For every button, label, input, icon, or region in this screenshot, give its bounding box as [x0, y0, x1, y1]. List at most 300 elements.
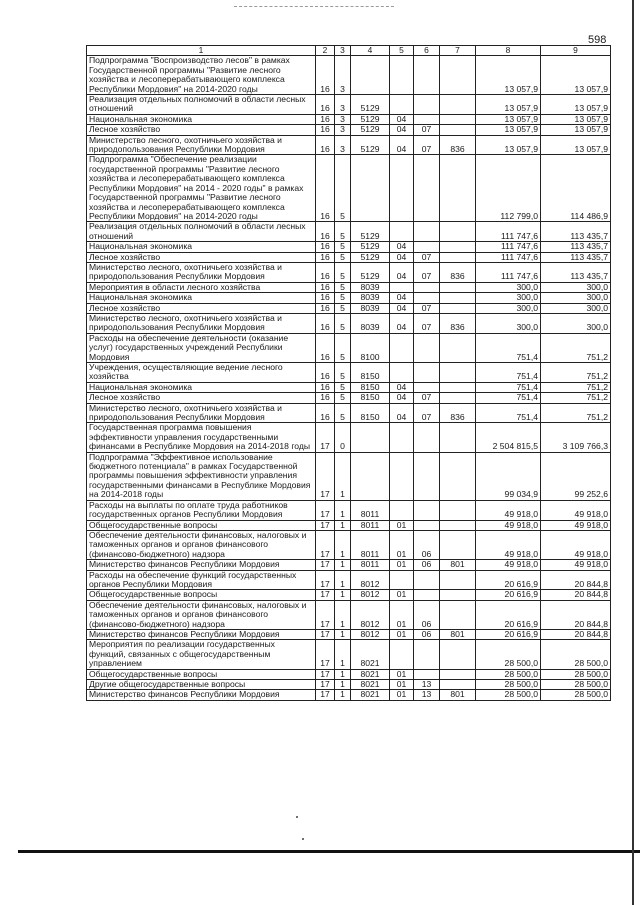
cell-code-article: 8012	[351, 629, 390, 639]
cell-code-vr	[440, 570, 476, 590]
cell-row-name: Министерство финансов Республики Мордовия	[87, 690, 316, 700]
cell-code-pp: 3	[335, 125, 351, 135]
cell-code-pp: 3	[335, 95, 351, 115]
cell-code-section: 04	[390, 313, 414, 333]
column-header-6: 6	[414, 46, 440, 56]
cell-code-gp: 16	[316, 56, 335, 95]
cell-code-subsection	[414, 282, 440, 292]
cell-row-name: Расходы на обеспечение функций государственных органов Республики Мордовия	[87, 570, 316, 590]
cell-code-gp: 16	[316, 382, 335, 392]
cell-code-pp: 5	[335, 155, 351, 222]
cell-code-article: 5129	[351, 242, 390, 252]
cell-code-subsection	[414, 293, 440, 303]
cell-row-name: Лесное хозяйство	[87, 303, 316, 313]
cell-code-section	[390, 155, 414, 222]
cell-code-gp: 16	[316, 403, 335, 423]
cell-code-vr	[440, 382, 476, 392]
cell-code-gp: 16	[316, 222, 335, 242]
cell-code-vr	[440, 303, 476, 313]
cell-code-section: 01	[390, 680, 414, 690]
cell-code-subsection	[414, 500, 440, 520]
cell-row-name: Обеспечение деятельности финансовых, налоговых и таможенных органов и органов финансового (финансово-бюджетного) надзора	[87, 600, 316, 629]
cell-code-article: 8021	[351, 640, 390, 669]
budget-table	[86, 45, 611, 701]
cell-code-pp: 5	[335, 393, 351, 403]
cell-code-pp: 3	[335, 114, 351, 124]
cell-row-name: Министерство финансов Республики Мордовия	[87, 629, 316, 639]
cell-row-name: Расходы на обеспечение деятельности (оказание услуг) государственных учреждений Республики Мордовия	[87, 333, 316, 362]
cell-code-article: 8150	[351, 382, 390, 392]
cell-code-vr	[440, 640, 476, 669]
column-header-4: 4	[351, 46, 390, 56]
cell-code-pp: 5	[335, 282, 351, 292]
cell-amount-year-2: 114 486,9	[541, 155, 611, 222]
cell-code-article: 8011	[351, 520, 390, 530]
cell-code-gp: 17	[316, 530, 335, 559]
cell-code-article: 8150	[351, 403, 390, 423]
cell-amount-year-1: 13 057,9	[476, 135, 541, 155]
cell-amount-year-1: 28 500,0	[476, 690, 541, 700]
cell-code-vr	[440, 393, 476, 403]
cell-amount-year-1: 300,0	[476, 282, 541, 292]
cell-code-subsection	[414, 570, 440, 590]
cell-code-article: 8039	[351, 282, 390, 292]
table-row	[87, 155, 611, 222]
cell-code-vr: 801	[440, 560, 476, 570]
cell-code-gp: 17	[316, 560, 335, 570]
cell-code-section	[390, 56, 414, 95]
cell-code-gp: 16	[316, 293, 335, 303]
cell-amount-year-2: 13 057,9	[541, 125, 611, 135]
cell-code-section	[390, 363, 414, 383]
table-body	[87, 56, 611, 700]
cell-code-subsection: 13	[414, 690, 440, 700]
cell-code-gp: 17	[316, 680, 335, 690]
cell-code-gp: 16	[316, 155, 335, 222]
cell-code-pp: 3	[335, 56, 351, 95]
cell-amount-year-2: 49 918,0	[541, 530, 611, 559]
cell-code-section: 01	[390, 600, 414, 629]
table-row	[87, 242, 611, 252]
cell-code-gp: 17	[316, 500, 335, 520]
cell-code-pp: 5	[335, 293, 351, 303]
cell-code-subsection	[414, 95, 440, 115]
cell-code-vr	[440, 590, 476, 600]
table-row	[87, 293, 611, 303]
cell-amount-year-1: 28 500,0	[476, 669, 541, 679]
table-row	[87, 423, 611, 452]
cell-code-section: 04	[390, 252, 414, 262]
table-row	[87, 262, 611, 282]
cell-code-vr	[440, 293, 476, 303]
cell-code-article: 8012	[351, 590, 390, 600]
cell-code-article: 8150	[351, 363, 390, 383]
cell-code-vr	[440, 125, 476, 135]
cell-code-section: 04	[390, 403, 414, 423]
cell-row-name: Реализация отдельных полномочий в области лесных отношений	[87, 222, 316, 242]
cell-amount-year-2: 99 252,6	[541, 452, 611, 500]
cell-amount-year-1: 111 747,6	[476, 242, 541, 252]
cell-row-name: Подпрограмма "Обеспечение реализации государственной программы "Развитие лесного хозяйства и лесоперерабатывающего комплекса Республики Мордовия" на 2014 - 2020 годы" в рамках Государственной программы "Развитие лесного хозяйства и лесоперерабатывающего комплекса Республики Мордовия" на 2014-2020 годы	[87, 155, 316, 222]
cell-code-article: 8021	[351, 669, 390, 679]
cell-amount-year-2: 28 500,0	[541, 680, 611, 690]
cell-amount-year-2: 113 435,7	[541, 242, 611, 252]
table-row	[87, 530, 611, 559]
cell-row-name: Другие общегосударственные вопросы	[87, 680, 316, 690]
cell-code-section	[390, 333, 414, 362]
cell-code-subsection	[414, 590, 440, 600]
cell-code-section	[390, 500, 414, 520]
cell-code-subsection	[414, 242, 440, 252]
cell-amount-year-1: 751,4	[476, 382, 541, 392]
cell-code-subsection: 06	[414, 560, 440, 570]
table-row	[87, 56, 611, 95]
cell-row-name: Общегосударственные вопросы	[87, 590, 316, 600]
cell-code-pp: 1	[335, 600, 351, 629]
cell-code-pp: 1	[335, 530, 351, 559]
cell-code-section: 01	[390, 560, 414, 570]
cell-code-subsection	[414, 520, 440, 530]
cell-code-gp: 16	[316, 282, 335, 292]
table-row	[87, 382, 611, 392]
cell-amount-year-1: 13 057,9	[476, 114, 541, 124]
cell-row-name: Расходы на выплаты по оплате труда работников государственных органов Республики Мордовия	[87, 500, 316, 520]
cell-code-pp: 1	[335, 629, 351, 639]
cell-code-gp: 16	[316, 262, 335, 282]
cell-code-section	[390, 222, 414, 242]
cell-amount-year-1: 2 504 815,5	[476, 423, 541, 452]
cell-code-vr	[440, 242, 476, 252]
cell-amount-year-1: 13 057,9	[476, 56, 541, 95]
cell-code-gp: 17	[316, 629, 335, 639]
cell-amount-year-1: 300,0	[476, 313, 541, 333]
cell-code-gp: 16	[316, 252, 335, 262]
cell-code-gp: 16	[316, 363, 335, 383]
cell-amount-year-2: 300,0	[541, 313, 611, 333]
table-row	[87, 500, 611, 520]
cell-row-name: Общегосударственные вопросы	[87, 669, 316, 679]
cell-code-article: 5129	[351, 125, 390, 135]
cell-amount-year-1: 111 747,6	[476, 252, 541, 262]
cell-row-name: Реализация отдельных полномочий в области лесных отношений	[87, 95, 316, 115]
cell-code-subsection: 06	[414, 600, 440, 629]
cell-row-name: Мероприятия в области лесного хозяйства	[87, 282, 316, 292]
cell-code-pp: 1	[335, 669, 351, 679]
table-row	[87, 600, 611, 629]
cell-row-name: Министерство лесного, охотничьего хозяйства и природопользования Республики Мордовия	[87, 403, 316, 423]
table-row	[87, 560, 611, 570]
cell-code-subsection	[414, 640, 440, 669]
cell-code-section: 01	[390, 590, 414, 600]
cell-code-section	[390, 95, 414, 115]
cell-code-pp: 1	[335, 452, 351, 500]
cell-code-article: 8011	[351, 530, 390, 559]
cell-code-article	[351, 56, 390, 95]
cell-code-section: 04	[390, 135, 414, 155]
cell-code-subsection	[414, 56, 440, 95]
cell-amount-year-1: 20 616,9	[476, 590, 541, 600]
table-row	[87, 680, 611, 690]
scan-right-edge	[632, 0, 634, 905]
table-row	[87, 570, 611, 590]
cell-code-vr	[440, 423, 476, 452]
cell-code-article: 8011	[351, 560, 390, 570]
cell-code-pp: 1	[335, 560, 351, 570]
cell-amount-year-2: 751,2	[541, 403, 611, 423]
cell-code-gp: 17	[316, 590, 335, 600]
cell-amount-year-1: 13 057,9	[476, 125, 541, 135]
cell-amount-year-2: 13 057,9	[541, 56, 611, 95]
cell-code-subsection: 07	[414, 313, 440, 333]
cell-code-subsection: 07	[414, 403, 440, 423]
cell-code-subsection	[414, 114, 440, 124]
cell-amount-year-2: 28 500,0	[541, 690, 611, 700]
table-row	[87, 690, 611, 700]
cell-code-pp: 3	[335, 135, 351, 155]
cell-code-vr	[440, 222, 476, 242]
table-row	[87, 520, 611, 530]
cell-code-article: 5129	[351, 262, 390, 282]
cell-code-subsection: 07	[414, 303, 440, 313]
cell-code-article: 5129	[351, 114, 390, 124]
table-row	[87, 114, 611, 124]
cell-amount-year-1: 111 747,6	[476, 222, 541, 242]
cell-amount-year-2: 3 109 766,3	[541, 423, 611, 452]
cell-code-gp: 16	[316, 135, 335, 155]
cell-code-pp: 1	[335, 500, 351, 520]
cell-code-pp: 1	[335, 590, 351, 600]
table-row	[87, 393, 611, 403]
cell-code-section: 01	[390, 530, 414, 559]
cell-code-article: 8039	[351, 303, 390, 313]
cell-code-subsection	[414, 669, 440, 679]
column-header-5: 5	[390, 46, 414, 56]
cell-code-subsection: 06	[414, 629, 440, 639]
cell-row-name: Лесное хозяйство	[87, 393, 316, 403]
cell-code-article: 5129	[351, 135, 390, 155]
cell-code-section: 04	[390, 242, 414, 252]
cell-code-article	[351, 452, 390, 500]
cell-code-subsection: 07	[414, 125, 440, 135]
cell-code-article: 8039	[351, 293, 390, 303]
cell-code-gp: 17	[316, 669, 335, 679]
cell-row-name: Лесное хозяйство	[87, 252, 316, 262]
table-row	[87, 252, 611, 262]
column-header-7: 7	[440, 46, 476, 56]
cell-amount-year-2: 113 435,7	[541, 262, 611, 282]
cell-row-name: Министерство лесного, охотничьего хозяйства и природопользования Республики Мордовия	[87, 262, 316, 282]
cell-amount-year-2: 113 435,7	[541, 252, 611, 262]
table-row	[87, 282, 611, 292]
scan-top-marks	[234, 6, 394, 8]
table-row	[87, 135, 611, 155]
cell-code-pp: 5	[335, 313, 351, 333]
cell-amount-year-2: 20 844,8	[541, 590, 611, 600]
cell-code-vr: 801	[440, 690, 476, 700]
cell-amount-year-1: 751,4	[476, 403, 541, 423]
cell-row-name: Министерство лесного, охотничьего хозяйства и природопользования Республики Мордовия	[87, 135, 316, 155]
cell-code-pp: 5	[335, 363, 351, 383]
cell-row-name: Подпрограмма "Воспроизводство лесов" в рамках Государственной программы "Развитие лесного хозяйства и лесоперерабатывающего комплекса Республики Мордовия" на 2014-2020 годы	[87, 56, 316, 95]
cell-amount-year-1: 28 500,0	[476, 640, 541, 669]
table-row	[87, 452, 611, 500]
cell-amount-year-2: 28 500,0	[541, 640, 611, 669]
cell-row-name: Национальная экономика	[87, 242, 316, 252]
cell-amount-year-1: 99 034,9	[476, 452, 541, 500]
table-row	[87, 313, 611, 333]
cell-amount-year-2: 28 500,0	[541, 669, 611, 679]
cell-amount-year-2: 300,0	[541, 303, 611, 313]
cell-code-subsection	[414, 423, 440, 452]
cell-row-name: Национальная экономика	[87, 293, 316, 303]
cell-amount-year-1: 13 057,9	[476, 95, 541, 115]
cell-code-section: 04	[390, 114, 414, 124]
cell-amount-year-2: 300,0	[541, 293, 611, 303]
cell-code-vr	[440, 56, 476, 95]
cell-amount-year-2: 13 057,9	[541, 114, 611, 124]
cell-code-subsection: 07	[414, 252, 440, 262]
cell-code-gp: 17	[316, 600, 335, 629]
cell-code-pp: 5	[335, 252, 351, 262]
cell-code-vr	[440, 530, 476, 559]
cell-amount-year-1: 751,4	[476, 333, 541, 362]
cell-code-gp: 17	[316, 452, 335, 500]
cell-amount-year-1: 20 616,9	[476, 629, 541, 639]
cell-code-article: 8100	[351, 333, 390, 362]
cell-code-vr	[440, 452, 476, 500]
page-number: 598	[588, 34, 607, 46]
cell-amount-year-2: 20 844,8	[541, 600, 611, 629]
table-row	[87, 590, 611, 600]
cell-code-vr: 836	[440, 262, 476, 282]
cell-code-article	[351, 423, 390, 452]
table-row	[87, 363, 611, 383]
page-bottom-rule	[18, 850, 640, 853]
cell-amount-year-1: 112 799,0	[476, 155, 541, 222]
cell-code-gp: 17	[316, 690, 335, 700]
scan-dot	[296, 816, 298, 818]
cell-code-pp: 1	[335, 520, 351, 530]
cell-code-section	[390, 570, 414, 590]
cell-code-section: 01	[390, 520, 414, 530]
cell-amount-year-1: 20 616,9	[476, 570, 541, 590]
cell-code-vr	[440, 252, 476, 262]
column-header-3: 3	[335, 46, 351, 56]
cell-code-article: 5129	[351, 252, 390, 262]
cell-amount-year-2: 300,0	[541, 282, 611, 292]
cell-code-article: 5129	[351, 222, 390, 242]
column-header-8: 8	[476, 46, 541, 56]
cell-code-article: 8012	[351, 570, 390, 590]
cell-code-vr	[440, 333, 476, 362]
table-row	[87, 640, 611, 669]
cell-code-gp: 16	[316, 242, 335, 252]
cell-amount-year-1: 751,4	[476, 393, 541, 403]
cell-row-name: Обеспечение деятельности финансовых, налоговых и таможенных органов и органов финансового (финансово-бюджетного) надзора	[87, 530, 316, 559]
column-header-2: 2	[316, 46, 335, 56]
table-row	[87, 125, 611, 135]
cell-code-subsection: 13	[414, 680, 440, 690]
cell-code-pp: 5	[335, 262, 351, 282]
cell-code-subsection	[414, 155, 440, 222]
cell-amount-year-2: 49 918,0	[541, 560, 611, 570]
cell-code-section: 01	[390, 690, 414, 700]
cell-code-subsection	[414, 363, 440, 383]
cell-amount-year-1: 49 918,0	[476, 530, 541, 559]
cell-amount-year-1: 20 616,9	[476, 600, 541, 629]
cell-code-vr	[440, 669, 476, 679]
cell-code-pp: 1	[335, 690, 351, 700]
column-header-9: 9	[541, 46, 611, 56]
cell-amount-year-1: 49 918,0	[476, 520, 541, 530]
table-row	[87, 222, 611, 242]
cell-amount-year-1: 49 918,0	[476, 500, 541, 520]
cell-code-gp: 16	[316, 393, 335, 403]
cell-code-vr: 836	[440, 313, 476, 333]
cell-row-name: Мероприятия по реализации государственных функций, связанных с общегосударственным управлением	[87, 640, 316, 669]
cell-amount-year-1: 49 918,0	[476, 560, 541, 570]
cell-code-article: 8011	[351, 500, 390, 520]
cell-code-section: 04	[390, 393, 414, 403]
cell-amount-year-2: 751,2	[541, 333, 611, 362]
cell-code-section	[390, 452, 414, 500]
table-row	[87, 95, 611, 115]
cell-code-subsection	[414, 382, 440, 392]
cell-amount-year-1: 751,4	[476, 363, 541, 383]
cell-code-vr	[440, 520, 476, 530]
cell-amount-year-1: 300,0	[476, 303, 541, 313]
cell-code-article: 8021	[351, 680, 390, 690]
table-header-row	[87, 46, 611, 56]
cell-code-section: 04	[390, 262, 414, 282]
cell-amount-year-2: 20 844,8	[541, 570, 611, 590]
cell-code-article: 8150	[351, 393, 390, 403]
column-header-1: 1	[87, 46, 316, 56]
cell-code-pp: 5	[335, 403, 351, 423]
table-row	[87, 333, 611, 362]
cell-code-section: 04	[390, 303, 414, 313]
table-row	[87, 669, 611, 679]
cell-row-name: Лесное хозяйство	[87, 125, 316, 135]
cell-code-subsection: 06	[414, 530, 440, 559]
cell-code-vr	[440, 155, 476, 222]
cell-code-article: 8039	[351, 313, 390, 333]
cell-code-gp: 16	[316, 125, 335, 135]
cell-amount-year-2: 751,2	[541, 382, 611, 392]
cell-code-subsection	[414, 452, 440, 500]
cell-amount-year-2: 751,2	[541, 363, 611, 383]
cell-amount-year-2: 49 918,0	[541, 500, 611, 520]
cell-code-pp: 5	[335, 222, 351, 242]
cell-code-subsection: 07	[414, 135, 440, 155]
cell-code-gp: 16	[316, 114, 335, 124]
cell-amount-year-2: 751,2	[541, 393, 611, 403]
cell-code-vr	[440, 114, 476, 124]
cell-amount-year-1: 28 500,0	[476, 680, 541, 690]
cell-code-gp: 16	[316, 303, 335, 313]
cell-code-gp: 17	[316, 570, 335, 590]
cell-code-pp: 1	[335, 570, 351, 590]
cell-row-name: Национальная экономика	[87, 382, 316, 392]
cell-code-section	[390, 640, 414, 669]
cell-amount-year-2: 13 057,9	[541, 95, 611, 115]
cell-row-name: Министерство финансов Республики Мордовия	[87, 560, 316, 570]
cell-code-section: 01	[390, 669, 414, 679]
table-row	[87, 629, 611, 639]
cell-code-vr	[440, 680, 476, 690]
cell-code-vr: 836	[440, 135, 476, 155]
cell-code-vr	[440, 500, 476, 520]
